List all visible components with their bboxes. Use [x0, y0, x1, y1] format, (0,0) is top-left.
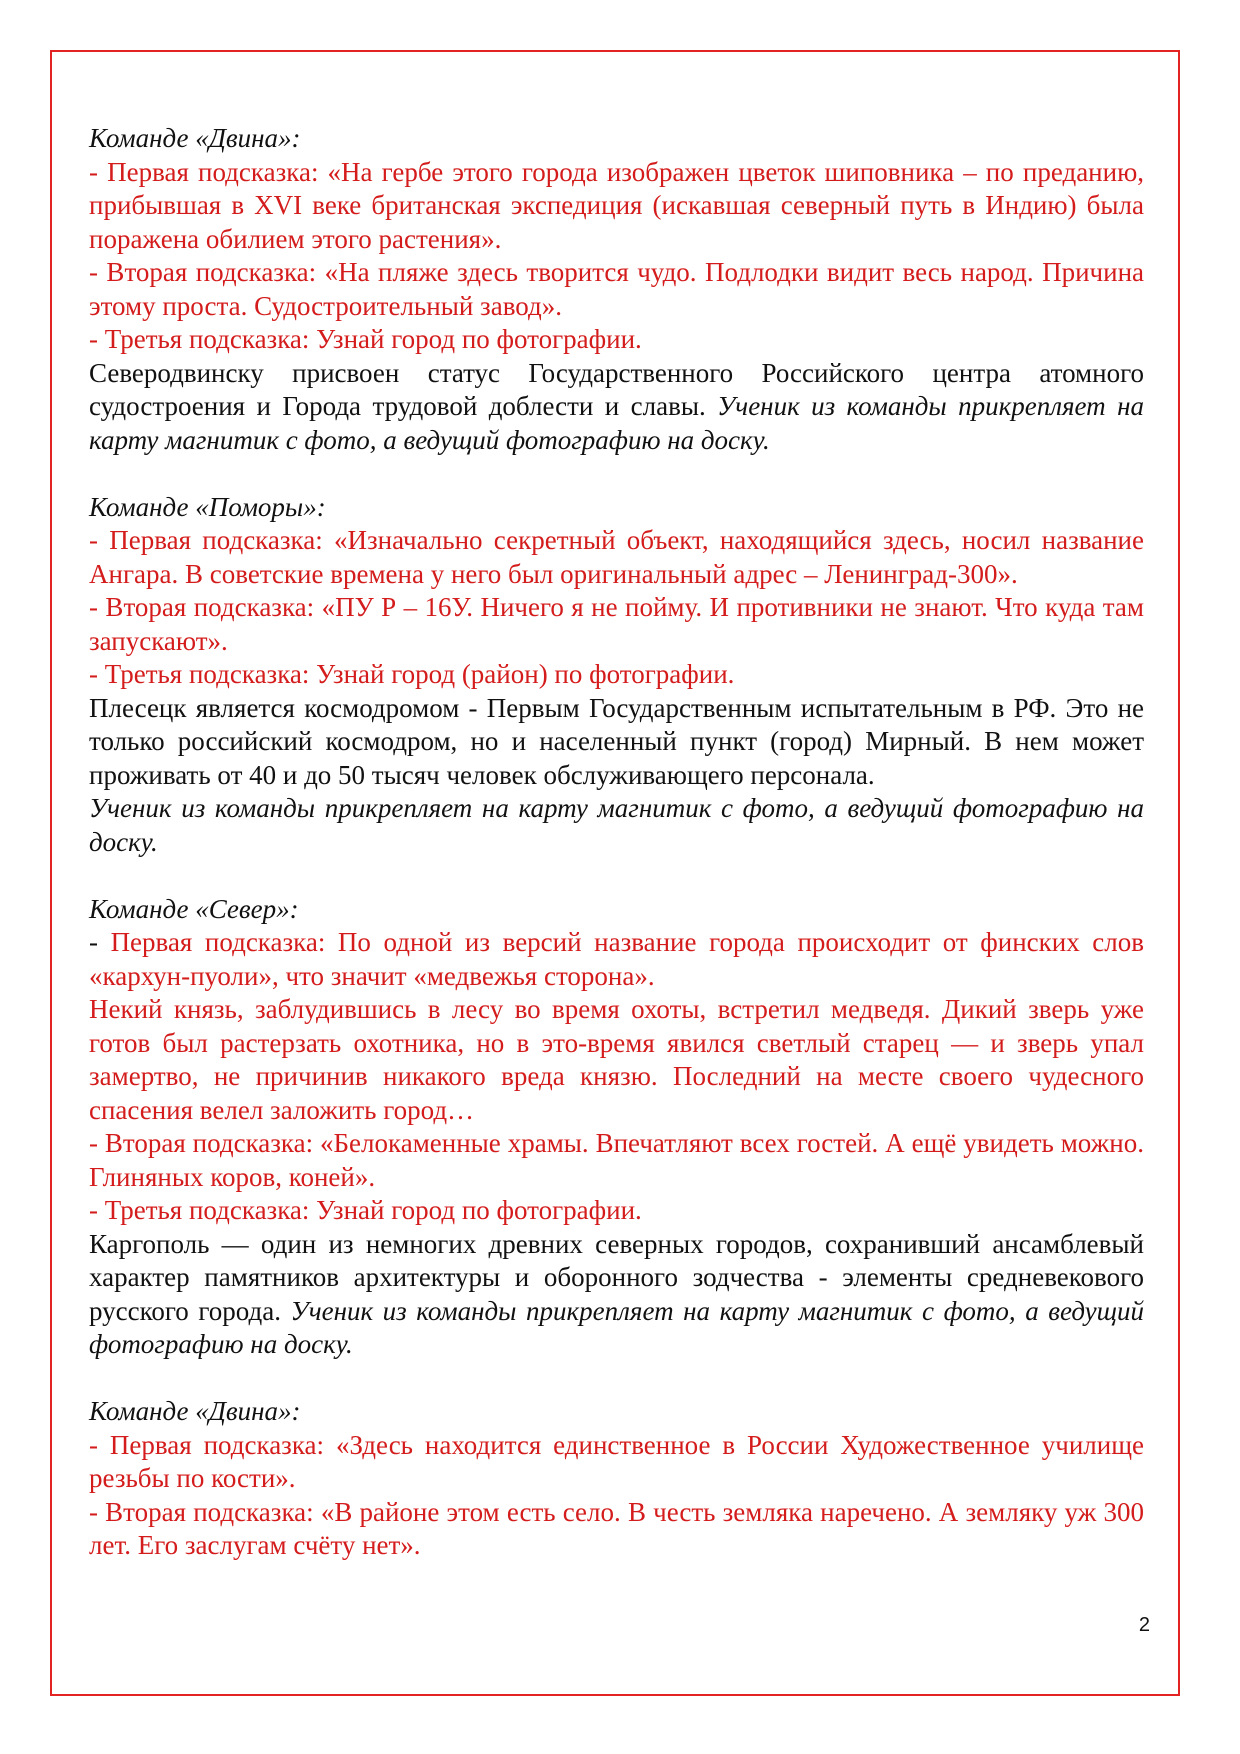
- instruction-text: Ученик из команды прикрепляет на карту магнитик с фото, а ведущий фотографию на доску.: [89, 1295, 1144, 1359]
- answer-text: Северодвинску присвоен статус Государственного Российского центра атомного судостроения и Города трудовой доблести и славы.: [89, 357, 1144, 421]
- hint-second: - Вторая подсказка: «На пляже здесь творится чудо. Подлодки видит весь народ. Причина этому проста. Судостроительный завод».: [89, 257, 1144, 321]
- hint-first-text: Первая подсказка: По одной из версий название города происходит от финских слов «кархун-пуоли», что значит «медвежья сторона».: [89, 927, 1144, 991]
- hint-first: - Первая подсказка: «Изначально секретный объект, находящийся здесь, носил название Ангара. В советские времена у него был оригинальный адрес – Ленинград-300».: [89, 525, 1144, 589]
- hint-second: - Вторая подсказка: «В районе этом есть село. В честь земляка наречено. А земляку уж 300 лет. Его заслугам счёту нет».: [89, 1496, 1144, 1560]
- answer-text: Плесецк является космодромом - Первым Государственным испытательным в РФ. Это не только российский космодром, но и населенный пункт (город) Мирный. В нем может проживать от 40 и до 50 тысяч человек обслуживающего персонала.: [89, 692, 1144, 790]
- hint-second: - Вторая подсказка: «Белокаменные храмы. Впечатляют всех гостей. А ещё увидеть можно. Глиняных коров, коней».: [89, 1128, 1144, 1192]
- section-gap: [89, 457, 1144, 491]
- answer-paragraph: [89, 357, 1144, 458]
- hint-second: - Вторая подсказка: «ПУ Р – 16У. Ничего я не пойму. И противники не знают. Что куда там запускают».: [89, 592, 1144, 656]
- hint-first: [89, 926, 1144, 993]
- answer-paragraph: [89, 1228, 1144, 1362]
- page-number: 2: [1138, 1614, 1150, 1636]
- hint-first: - Первая подсказка: «Здесь находится единственное в России Художественное училище резьбы по кости».: [89, 1429, 1144, 1493]
- hint-third: - Третья подсказка: Узнай город (район) по фотографии.: [89, 659, 735, 689]
- instruction-text: Ученик из команды прикрепляет на карту магнитик с фото, а ведущий фотографию на доску.: [89, 793, 1144, 857]
- answer-text: Каргополь — один из немногих древних северных городов, сохранивший ансамблевый характер памятников архитектуры и оборонного зодчества - элементы средневекового русского города.: [89, 1228, 1144, 1326]
- team-heading-dvina-1: Команде «Двина»:: [89, 123, 301, 153]
- section-gap: [89, 1362, 1144, 1396]
- hint-third: - Третья подсказка: Узнай город по фотографии.: [89, 324, 642, 354]
- team-heading-dvina-2: Команде «Двина»:: [89, 1396, 301, 1426]
- hint-third: - Третья подсказка: Узнай город по фотографии.: [89, 1195, 642, 1225]
- legend-text: Некий князь, заблудившись в лесу во время охоты, встретил медведя. Дикий зверь уже готов был растерзать охотника, но в это-время явился светлый старец — и зверь упал замертво, не причинив никакого вреда князю. Последний на месте своего чудесного спасения велел заложить город…: [89, 994, 1144, 1125]
- team-heading-pomory: Команде «Поморы»:: [89, 491, 326, 522]
- team-heading-sever: Команде «Север»:: [89, 893, 299, 924]
- hint-first: - Первая подсказка: «На гербе этого города изображен цветок шиповника – по преданию, прибывшая в XVI веке британская экспедиция (искавшая северный путь в Индию) была поражена обилием этого растения».: [89, 156, 1144, 254]
- instruction-text: Ученик из команды прикрепляет на карту магнитик с фото, а ведущий фотографию на доску.: [89, 391, 1144, 455]
- document-content: [89, 122, 1144, 1563]
- section-gap: [89, 859, 1144, 893]
- hint-dash: -: [89, 927, 111, 957]
